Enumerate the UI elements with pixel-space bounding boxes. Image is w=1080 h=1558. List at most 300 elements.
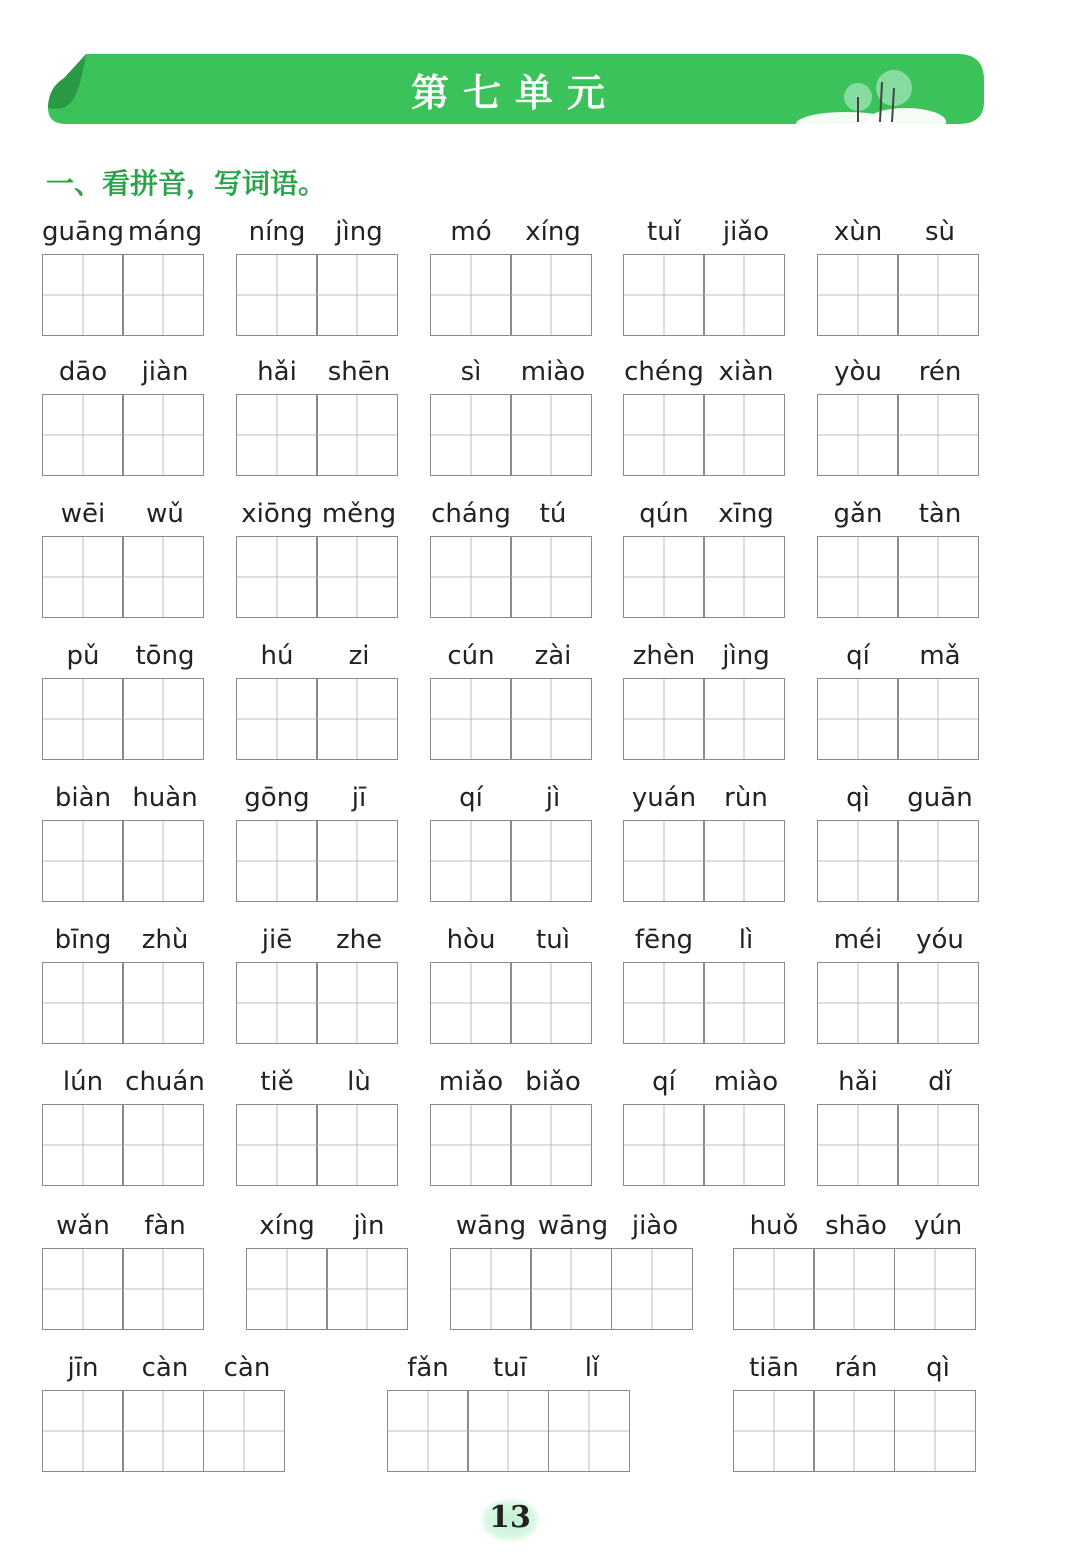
word-item — [42, 1350, 288, 1472]
pinyin-syllable: hòu — [446, 925, 496, 955]
tianzige-box[interactable] — [733, 1248, 815, 1330]
tianzige-box[interactable] — [316, 254, 398, 336]
pinyin-syllable: chuán — [125, 1067, 205, 1097]
pinyin-syllable: mó — [450, 217, 492, 247]
writing-boxes — [430, 254, 594, 336]
pinyin-row — [42, 1208, 206, 1244]
tianzige-box[interactable] — [510, 1104, 592, 1186]
pinyin-syllable: lù — [347, 1067, 371, 1097]
pinyin-row — [430, 1064, 594, 1100]
tianzige-box[interactable] — [817, 678, 899, 760]
tianzige-box[interactable] — [42, 254, 124, 336]
writing-boxes — [42, 820, 206, 902]
pinyin-row — [817, 1064, 981, 1100]
pinyin-syllable: jìn — [353, 1211, 385, 1241]
pinyin-row — [817, 354, 981, 390]
writing-boxes — [623, 536, 787, 618]
pinyin-syllable: jì — [545, 783, 561, 813]
word-item — [42, 1064, 206, 1186]
pinyin-syllable: xiōng — [241, 499, 313, 529]
tianzige-box[interactable] — [42, 1104, 124, 1186]
pinyin-syllable: wēi — [60, 499, 106, 529]
pinyin-syllable: cún — [447, 641, 495, 671]
pinyin-syllable: tiě — [260, 1067, 294, 1097]
word-item — [42, 1208, 206, 1330]
page-number-badge — [480, 1498, 540, 1542]
tianzige-box[interactable] — [430, 820, 512, 902]
pinyin-row — [817, 922, 981, 958]
tianzige-box[interactable] — [42, 1248, 124, 1330]
tianzige-box[interactable] — [623, 1104, 705, 1186]
tianzige-box[interactable] — [817, 394, 899, 476]
word-item — [236, 922, 400, 1044]
tianzige-box[interactable] — [817, 1104, 899, 1186]
pinyin-syllable: hǎi — [257, 357, 297, 387]
tianzige-box[interactable] — [510, 536, 592, 618]
tianzige-box[interactable] — [703, 254, 785, 336]
tianzige-box[interactable] — [703, 394, 785, 476]
tianzige-box[interactable] — [316, 536, 398, 618]
tianzige-box[interactable] — [246, 1248, 328, 1330]
pinyin-syllable: tiān — [749, 1353, 799, 1383]
tianzige-box[interactable] — [897, 394, 979, 476]
writing-boxes — [817, 394, 981, 476]
pinyin-syllable: qí — [459, 783, 483, 813]
writing-boxes — [236, 820, 400, 902]
pinyin-syllable: wāng — [537, 1211, 609, 1241]
tianzige-box[interactable] — [510, 962, 592, 1044]
tianzige-box[interactable] — [510, 678, 592, 760]
tianzige-box[interactable] — [316, 1104, 398, 1186]
writing-boxes — [42, 1390, 288, 1472]
pinyin-syllable: jiǎo — [722, 217, 770, 247]
word-item — [430, 1064, 594, 1186]
pinyin-syllable: yóu — [916, 925, 964, 955]
pinyin-syllable: zhù — [141, 925, 189, 955]
pinyin-syllable: hú — [260, 641, 294, 671]
tianzige-box[interactable] — [450, 1248, 532, 1330]
pinyin-row — [817, 214, 981, 250]
writing-boxes — [236, 254, 400, 336]
pinyin-syllable: guān — [907, 783, 973, 813]
pinyin-row — [430, 496, 594, 532]
pinyin-syllable: mǎ — [919, 641, 961, 671]
pinyin-syllable: jī — [351, 783, 367, 813]
pinyin-syllable: yún — [913, 1211, 963, 1241]
writing-boxes — [430, 536, 594, 618]
pinyin-row — [42, 1064, 206, 1100]
pinyin-syllable: xíng — [259, 1211, 315, 1241]
pinyin-syllable: lǐ — [584, 1353, 600, 1383]
pinyin-syllable: yuán — [631, 783, 697, 813]
pinyin-syllable: qì — [846, 783, 870, 813]
tianzige-box[interactable] — [897, 536, 979, 618]
tianzige-box[interactable] — [316, 820, 398, 902]
word-item — [236, 496, 400, 618]
pinyin-syllable: qí — [652, 1067, 676, 1097]
tianzige-box[interactable] — [387, 1390, 469, 1472]
pinyin-row — [623, 638, 787, 674]
tianzige-box[interactable] — [122, 1248, 204, 1330]
word-item — [623, 638, 787, 760]
tianzige-box[interactable] — [236, 1104, 318, 1186]
word-item — [817, 354, 981, 476]
writing-boxes — [623, 678, 787, 760]
pinyin-row — [42, 922, 206, 958]
pinyin-syllable: zhèn — [632, 641, 696, 671]
tianzige-box[interactable] — [623, 536, 705, 618]
tianzige-box[interactable] — [894, 1248, 976, 1330]
pinyin-syllable: tuì — [536, 925, 570, 955]
pinyin-syllable: bīng — [54, 925, 112, 955]
pinyin-syllable: tuī — [493, 1353, 527, 1383]
tianzige-box[interactable] — [430, 394, 512, 476]
pinyin-row — [430, 638, 594, 674]
writing-boxes — [817, 1104, 981, 1186]
word-item — [236, 780, 400, 902]
word-item — [817, 496, 981, 618]
tianzige-box[interactable] — [703, 1104, 785, 1186]
pinyin-syllable: měng — [321, 499, 397, 529]
pinyin-syllable: rùn — [724, 783, 768, 813]
pinyin-row — [430, 354, 594, 390]
pinyin-row — [236, 780, 400, 816]
writing-boxes — [236, 678, 400, 760]
tianzige-box[interactable] — [510, 394, 592, 476]
pinyin-syllable: tú — [539, 499, 567, 529]
pinyin-row — [42, 354, 206, 390]
word-item — [42, 354, 206, 476]
pinyin-syllable: chéng — [624, 357, 704, 387]
tianzige-box[interactable] — [122, 394, 204, 476]
tianzige-box[interactable] — [203, 1390, 285, 1472]
pinyin-syllable: rén — [918, 357, 962, 387]
tianzige-box[interactable] — [122, 678, 204, 760]
pinyin-syllable: zhe — [335, 925, 383, 955]
pinyin-row — [733, 1208, 979, 1244]
tianzige-box[interactable] — [122, 254, 204, 336]
tianzige-box[interactable] — [236, 394, 318, 476]
pinyin-syllable: wǎn — [56, 1211, 110, 1241]
pinyin-row — [42, 638, 206, 674]
pinyin-syllable: hǎi — [838, 1067, 878, 1097]
tianzige-box[interactable] — [510, 820, 592, 902]
pinyin-row — [236, 638, 400, 674]
writing-boxes — [817, 820, 981, 902]
writing-boxes — [42, 254, 206, 336]
writing-boxes — [733, 1248, 979, 1330]
tianzige-box[interactable] — [817, 820, 899, 902]
pinyin-syllable: guāng — [42, 217, 124, 247]
pinyin-syllable: fàn — [144, 1211, 186, 1241]
tianzige-box[interactable] — [430, 254, 512, 336]
pinyin-syllable: sù — [924, 217, 956, 247]
writing-boxes — [42, 1248, 206, 1330]
pinyin-row — [817, 496, 981, 532]
section-heading: 一、看拼音，写词语。 — [46, 167, 327, 200]
pinyin-syllable: méi — [833, 925, 883, 955]
tianzige-box[interactable] — [42, 394, 124, 476]
tianzige-box[interactable] — [611, 1248, 693, 1330]
word-item — [623, 354, 787, 476]
pinyin-syllable: huàn — [132, 783, 198, 813]
word-item — [42, 638, 206, 760]
writing-boxes — [733, 1390, 979, 1472]
tianzige-box[interactable] — [817, 536, 899, 618]
pinyin-row — [236, 922, 400, 958]
pinyin-syllable: wāng — [455, 1211, 527, 1241]
word-item — [246, 1208, 410, 1330]
pinyin-row — [623, 354, 787, 390]
word-item — [623, 780, 787, 902]
writing-boxes — [430, 1104, 594, 1186]
tianzige-box[interactable] — [623, 962, 705, 1044]
pinyin-row — [430, 214, 594, 250]
tianzige-box[interactable] — [42, 820, 124, 902]
pinyin-syllable: jīn — [67, 1353, 99, 1383]
writing-boxes — [623, 962, 787, 1044]
pinyin-syllable: biàn — [54, 783, 112, 813]
tianzige-box[interactable] — [430, 678, 512, 760]
word-item — [42, 780, 206, 902]
word-item — [387, 1350, 633, 1472]
tianzige-box[interactable] — [623, 254, 705, 336]
pinyin-syllable: zài — [534, 641, 572, 671]
pinyin-syllable: fēng — [634, 925, 694, 955]
pinyin-row — [817, 638, 981, 674]
writing-boxes — [817, 962, 981, 1044]
pinyin-syllable: miǎo — [438, 1067, 504, 1097]
word-item — [817, 922, 981, 1044]
pinyin-row — [623, 780, 787, 816]
tianzige-box[interactable] — [236, 962, 318, 1044]
tianzige-box[interactable] — [897, 678, 979, 760]
word-item — [817, 780, 981, 902]
pinyin-row — [236, 354, 400, 390]
writing-boxes — [623, 254, 787, 336]
word-item — [42, 496, 206, 618]
pinyin-syllable: lún — [62, 1067, 104, 1097]
pinyin-row — [42, 214, 206, 250]
pinyin-syllable: dāo — [58, 357, 108, 387]
pinyin-syllable: jìng — [722, 641, 770, 671]
tianzige-box[interactable] — [42, 536, 124, 618]
pinyin-syllable: rán — [834, 1353, 878, 1383]
tianzige-box[interactable] — [42, 962, 124, 1044]
word-item — [430, 638, 594, 760]
tianzige-box[interactable] — [817, 962, 899, 1044]
word-item — [236, 638, 400, 760]
word-item — [236, 1064, 400, 1186]
tianzige-box[interactable] — [316, 394, 398, 476]
writing-boxes — [42, 394, 206, 476]
tianzige-box[interactable] — [813, 1390, 895, 1472]
pinyin-syllable: gǎn — [833, 499, 883, 529]
pinyin-syllable: dǐ — [928, 1067, 952, 1097]
tianzige-box[interactable] — [897, 1104, 979, 1186]
pinyin-row — [623, 922, 787, 958]
tianzige-box[interactable] — [430, 1104, 512, 1186]
writing-boxes — [236, 962, 400, 1044]
tianzige-box[interactable] — [894, 1390, 976, 1472]
pinyin-syllable: sì — [460, 357, 482, 387]
word-item — [430, 214, 594, 336]
writing-boxes — [623, 394, 787, 476]
pinyin-row — [246, 1208, 410, 1244]
pinyin-syllable: xīng — [718, 499, 774, 529]
tianzige-box[interactable] — [122, 962, 204, 1044]
word-item — [42, 922, 206, 1044]
word-item — [623, 214, 787, 336]
writing-boxes — [430, 820, 594, 902]
tianzige-box[interactable] — [703, 678, 785, 760]
tianzige-box[interactable] — [817, 254, 899, 336]
tianzige-box[interactable] — [42, 678, 124, 760]
writing-boxes — [623, 1104, 787, 1186]
tianzige-box[interactable] — [430, 962, 512, 1044]
pinyin-syllable: shēn — [327, 357, 391, 387]
tianzige-box[interactable] — [42, 1390, 124, 1472]
pinyin-syllable: qún — [639, 499, 689, 529]
writing-boxes — [430, 394, 594, 476]
writing-boxes — [817, 254, 981, 336]
pinyin-row — [817, 780, 981, 816]
pinyin-syllable: jìng — [335, 217, 383, 247]
pinyin-syllable: gōng — [244, 783, 310, 813]
pinyin-syllable: biǎo — [525, 1067, 581, 1097]
word-item — [42, 214, 206, 336]
word-item — [236, 354, 400, 476]
word-item — [623, 922, 787, 1044]
word-item — [817, 1064, 981, 1186]
pinyin-syllable: yòu — [834, 357, 882, 387]
writing-boxes — [42, 678, 206, 760]
tianzige-box[interactable] — [623, 678, 705, 760]
writing-boxes — [430, 678, 594, 760]
writing-boxes — [387, 1390, 633, 1472]
writing-boxes — [817, 678, 981, 760]
tianzige-box[interactable] — [122, 1104, 204, 1186]
writing-boxes — [236, 536, 400, 618]
pinyin-syllable: càn — [141, 1353, 189, 1383]
pinyin-row — [236, 214, 400, 250]
page-number: 13 — [489, 1500, 531, 1535]
word-item — [236, 214, 400, 336]
pinyin-syllable: qí — [846, 641, 870, 671]
writing-boxes — [42, 1104, 206, 1186]
tianzige-box[interactable] — [236, 678, 318, 760]
pinyin-syllable: jiào — [631, 1211, 679, 1241]
tianzige-box[interactable] — [703, 962, 785, 1044]
pinyin-syllable: shāo — [825, 1211, 887, 1241]
writing-boxes — [236, 394, 400, 476]
tianzige-box[interactable] — [236, 536, 318, 618]
pinyin-syllable: tōng — [135, 641, 195, 671]
tianzige-box[interactable] — [467, 1390, 549, 1472]
writing-boxes — [817, 536, 981, 618]
tianzige-box[interactable] — [316, 678, 398, 760]
tianzige-box[interactable] — [430, 536, 512, 618]
word-item — [430, 922, 594, 1044]
pinyin-row — [430, 922, 594, 958]
tianzige-box[interactable] — [548, 1390, 630, 1472]
tianzige-box[interactable] — [122, 1390, 204, 1472]
pinyin-row — [623, 214, 787, 250]
writing-boxes — [430, 962, 594, 1044]
pinyin-syllable: xiàn — [718, 357, 774, 387]
tianzige-box[interactable] — [813, 1248, 895, 1330]
pinyin-syllable: qì — [926, 1353, 950, 1383]
tianzige-box[interactable] — [316, 962, 398, 1044]
pinyin-syllable: zi — [348, 641, 370, 671]
pinyin-syllable: xíng — [525, 217, 581, 247]
tianzige-box[interactable] — [510, 254, 592, 336]
word-item — [450, 1208, 696, 1330]
writing-boxes — [42, 962, 206, 1044]
pinyin-row — [42, 1350, 288, 1386]
pinyin-row — [623, 496, 787, 532]
pinyin-row — [450, 1208, 696, 1244]
word-item — [733, 1350, 979, 1472]
tianzige-box[interactable] — [236, 820, 318, 902]
word-item — [430, 354, 594, 476]
writing-boxes — [450, 1248, 696, 1330]
pinyin-syllable: tàn — [918, 499, 962, 529]
word-item — [817, 214, 981, 336]
tianzige-box[interactable] — [623, 820, 705, 902]
pinyin-syllable: càn — [223, 1353, 271, 1383]
pinyin-syllable: máng — [127, 217, 203, 247]
pinyin-row — [387, 1350, 633, 1386]
pinyin-row — [236, 496, 400, 532]
pinyin-syllable: wǔ — [146, 499, 184, 529]
tianzige-box[interactable] — [326, 1248, 408, 1330]
word-item — [623, 496, 787, 618]
word-item — [817, 638, 981, 760]
pinyin-syllable: xùn — [833, 217, 883, 247]
word-item — [733, 1208, 979, 1330]
pinyin-syllable: fǎn — [407, 1353, 449, 1383]
writing-boxes — [42, 536, 206, 618]
pinyin-row — [430, 780, 594, 816]
tianzige-box[interactable] — [897, 254, 979, 336]
tianzige-box[interactable] — [122, 820, 204, 902]
word-item — [430, 780, 594, 902]
tianzige-box[interactable] — [703, 536, 785, 618]
writing-boxes — [246, 1248, 410, 1330]
pinyin-row — [236, 1064, 400, 1100]
pinyin-syllable: miào — [713, 1067, 779, 1097]
word-item — [430, 496, 594, 618]
pinyin-syllable: tuǐ — [647, 217, 681, 247]
tianzige-box[interactable] — [897, 820, 979, 902]
pinyin-syllable: pǔ — [66, 641, 100, 671]
tianzige-box[interactable] — [236, 254, 318, 336]
pinyin-row — [42, 496, 206, 532]
pinyin-syllable: cháng — [431, 499, 511, 529]
tianzige-box[interactable] — [530, 1248, 612, 1330]
tianzige-box[interactable] — [703, 820, 785, 902]
tianzige-box[interactable] — [122, 536, 204, 618]
pinyin-row — [42, 780, 206, 816]
tianzige-box[interactable] — [897, 962, 979, 1044]
pinyin-row — [623, 1064, 787, 1100]
pinyin-syllable: lì — [738, 925, 754, 955]
pinyin-syllable: níng — [248, 217, 306, 247]
tianzige-box[interactable] — [733, 1390, 815, 1472]
tianzige-box[interactable] — [623, 394, 705, 476]
unit-title: 第七单元 — [410, 71, 619, 115]
